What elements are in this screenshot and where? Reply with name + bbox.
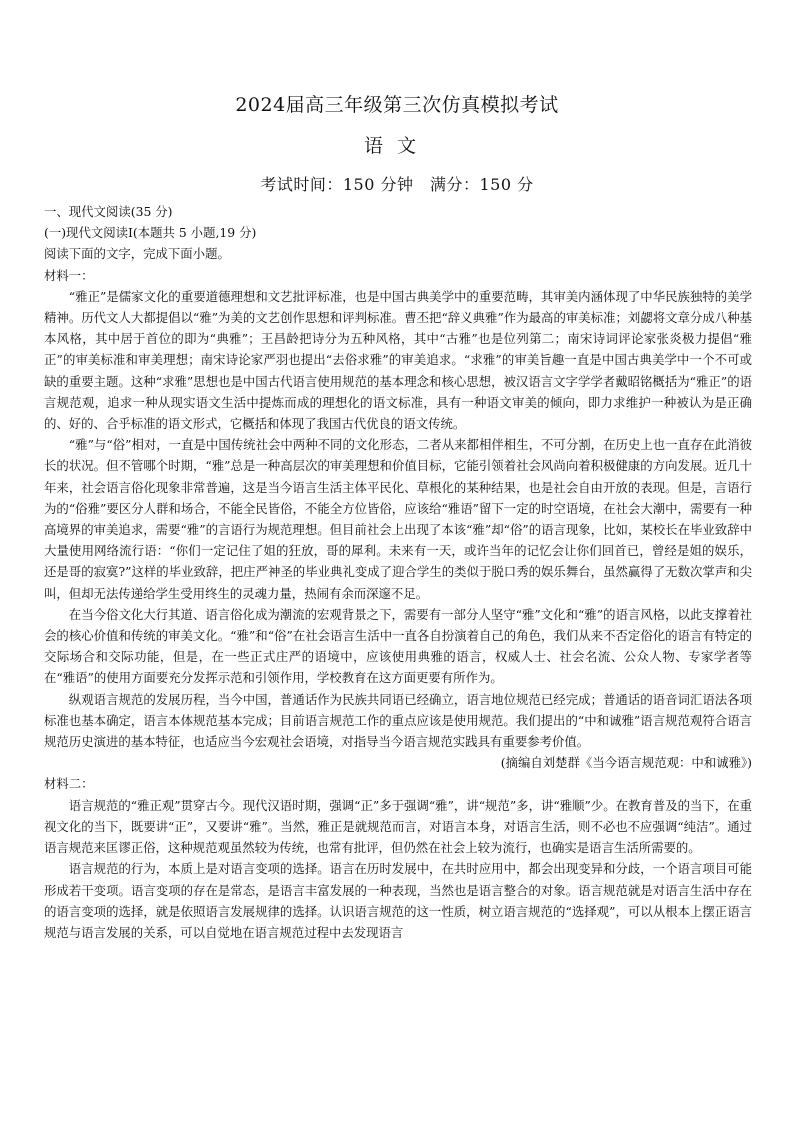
- exam-info: 考试时间：150 分钟 满分：150 分: [260, 175, 534, 194]
- paragraph: 语言规范的行为，本质上是对语言变项的选择。语言在历时发展中，在共时应用中，都会出现变异和分歧，一个语言项目可能形成若干变项。语言变项的存在是常态，是语言丰富发展的一种表现，当然也是语言整合的对象。语言规范就是对语言生活中存在的语言变项的选择，就是依照语言发展规律的选择。认识语言规范的这一性质，树立语言规范的“选择观”，可以从根本上摆正语言规范与语言发展的关系，可以自觉地在语言规范过程中去发现语言: [44, 861, 752, 940]
- exam-title: 2024届高三年级第三次仿真模拟考试: [235, 94, 559, 116]
- exam-body: [44, 201, 752, 943]
- section-heading: 一、现代文阅读(35 分): [44, 204, 173, 219]
- paragraph: “雅”与“俗”相对，一直是中国传统社会中两种不同的文化形态，二者从来都相伴相生，不可分割，在历史上也一直存在此消彼长的状况。但不管哪个时期，“雅”总是一种高层次的审美理想和价值目标，它能引领着社会风尚向着积极健康的方向发展。近几十年来，社会语言俗化现象非常普遍，这是当今语言生活主体平民化、草根化的某种结果，也是社会自由开放的表现。但是，言语行为的“俗雅”要区分人群和场合，不能全民皆俗，不能全方位皆俗，应该给“雅语”留下一定的时空语境，在社会大潮中，需要有一种高境界的审美追求，需要“雅”的言语行为规范理想。但目前社会上出现了本该“雅”却“俗”的语言现象，比如，某校长在毕业致辞中大量使用网络流行语：“你们一定记住了姐的狂放，哥的犀利。未来有一天，或许当年的记忆会让你们回首已，曾经是姐的娱乐，还是哥的寂寞?”这样的毕业致辞，把庄严神圣的毕业典礼变成了迎合学生的类似于脱口秀的娱乐舞台，虽然赢得了无数次掌声和尖叫，但却无法传递给学生受用终生的灵魂力量，热闹有余而深邃不足。: [44, 437, 752, 601]
- source-citation: (摘编自刘楚群《当今语言规范观：中和诚雅》): [500, 755, 752, 771]
- paragraph: 纵观语言规范的发展历程，当今中国，普通话作为民族共同语已经确立，语言地位规范已经完成；普通话的语音词汇语法各项标准也基本确定，语言本体规范基本完成；目前语言规范工作的重点应该是使用规范。我们提出的“中和诚雅”语言规范观符合语言规范历史演进的基本特征，也适应当今宏观社会语境，对指导当今语言规范实践具有重要参考价值。: [44, 691, 752, 750]
- material-label: 材料一：: [44, 267, 94, 283]
- paragraph: 语言规范的“雅正观”贯穿古今。现代汉语时期，强调“正”多于强调“雅”，讲“规范”多，讲“雅顺”少。在教育普及的当下，在重视文化的当下，既要讲“正”，又要讲“雅”。当然，雅正是就规范而言，对语言本身，对语言生活，则不必也不应强调“纯洁”。通过语言规范来匡谬正俗，这种规范观虽然较为传统，也常有批评，但仍然在社会上较为流行，也确实是语言生活所需要的。: [44, 797, 752, 856]
- instruction: 阅读下面的文字，完成下面小题。: [44, 246, 230, 262]
- paragraph: 在当今俗文化大行其道、语言俗化成为潮流的宏观背景之下，需要有一部分人坚守“雅”文化和“雅”的语言风格，以此支撑着社会的核心价值和传统的审美文化。“雅”和“俗”在社会语言生活中一直各自扮演着自己的角色，我们从来不否定俗化的语言有特定的交际场合和交际功能，但是，在一些正式庄严的语境中，应该使用典雅的语言，权威人士、社会名流、公众人物、专家学者等在“雅语”的使用方面要充分发挥示范和引领作用，学校教育在这方面更要有所作为。: [44, 606, 752, 686]
- subject-title: 语文: [363, 135, 430, 157]
- material-label: 材料二：: [44, 776, 94, 792]
- section-subheading: (一)现代文阅读Ⅰ(本题共 5 小题,19 分): [44, 225, 257, 241]
- paragraph: “雅正”是儒家文化的重要道德理想和文艺批评标准，也是中国古典美学中的重要范畴，其审美内涵体现了中华民族独特的美学精神。历代文人大都提倡以“雅”为美的文艺创作思想和评判标准。曹丕把“辞义典雅”作为最高的审美标准；刘勰将文章分成八种基本风格，其中居于首位的即为“典雅”；王昌龄把诗分为五种风格，其中“古雅”也是位列第二；南宋诗词评论家张炎极力提倡“雅正”的审美标准和审美理想；南宋诗论家严羽也提出“去俗求雅”的审美追求。“求雅”的审美旨趣一直是中国古典美学中一个不可或缺的重要主题。这种“求雅”思想也是中国古代语言使用规范的基本理念和核心思想，被汉语言文字学学者戴昭铭概括为“雅正”的语言规范观，追求一种从现实语文生活中提炼而成的理想化的语文标准，具有一种语文审美的倾向，即力求维护一种被认为是正确的、好的、合乎标准的语文形式，它概括和体现了我国古代优良的语文传统。: [44, 288, 752, 432]
